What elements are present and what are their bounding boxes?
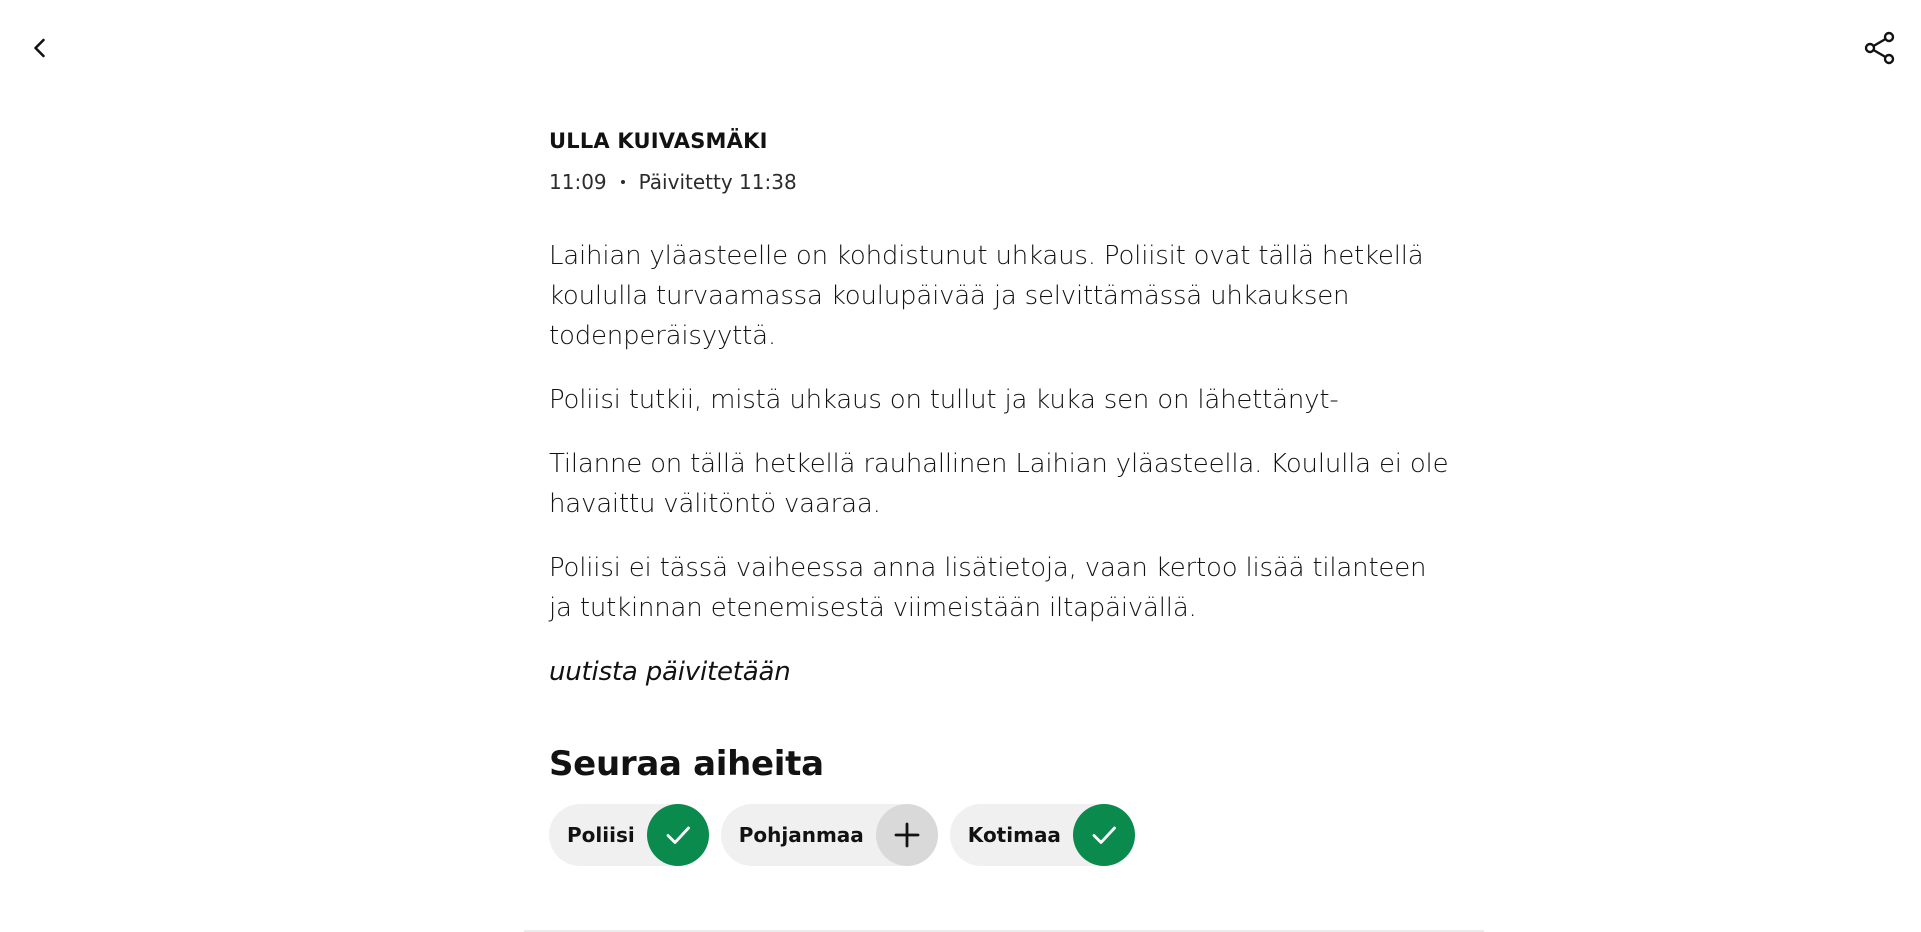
top-bar: [0, 0, 1921, 96]
separator-dot: [621, 180, 625, 184]
topic-label: Kotimaa: [967, 823, 1061, 847]
article: [549, 120, 1449, 866]
share-button[interactable]: [1862, 30, 1898, 66]
share-icon: [1863, 31, 1897, 65]
paragraph: Poliisi ei tässä vaiheessa anna lisätietoja, vaan kertoo lisää tilanteen ja tutkinnan etenemisestä viimeistään iltapäivällä.: [549, 553, 1427, 623]
topic-chip-pohjanmaa[interactable]: [721, 804, 938, 866]
update-note: uutista päivitetään: [549, 657, 791, 687]
article-body: [549, 236, 1449, 692]
follow-toggle-button[interactable]: [1073, 804, 1135, 866]
topic-label: Pohjanmaa: [738, 823, 864, 847]
article-meta: [549, 166, 1449, 198]
plus-icon: [892, 820, 922, 850]
published-time: 11:09: [549, 170, 607, 194]
check-icon: [663, 820, 693, 850]
chevron-left-icon: [28, 36, 52, 60]
topic-chip-poliisi[interactable]: [549, 804, 709, 866]
updated-time: Päivitetty 11:38: [638, 170, 797, 194]
follow-toggle-button[interactable]: [647, 804, 709, 866]
paragraph: Poliisi tutkii, mistä uhkaus on tullut ja kuka sen on lähettänyt-: [549, 385, 1339, 415]
paragraph: Tilanne on tällä hetkellä rauhallinen Laihian yläasteella. Koululla ei ole havaittu välitöntö vaaraa.: [549, 449, 1449, 519]
paragraph: Laihian yläasteelle on kohdistunut uhkaus. Poliisit ovat tällä hetkellä koululla turvaamassa koulupäivää ja selvittämässä uhkauksen todenperäisyyttä.: [549, 241, 1424, 351]
author-name: ULLA KUIVASMÄKI: [549, 129, 768, 153]
topics-heading: Seuraa aiheita: [549, 744, 824, 784]
topic-label: Poliisi: [567, 823, 635, 847]
back-button[interactable]: [22, 30, 58, 66]
follow-toggle-button[interactable]: [876, 804, 938, 866]
check-icon: [1089, 820, 1119, 850]
topic-chips: [549, 804, 1449, 866]
topic-chip-kotimaa[interactable]: [950, 804, 1135, 866]
